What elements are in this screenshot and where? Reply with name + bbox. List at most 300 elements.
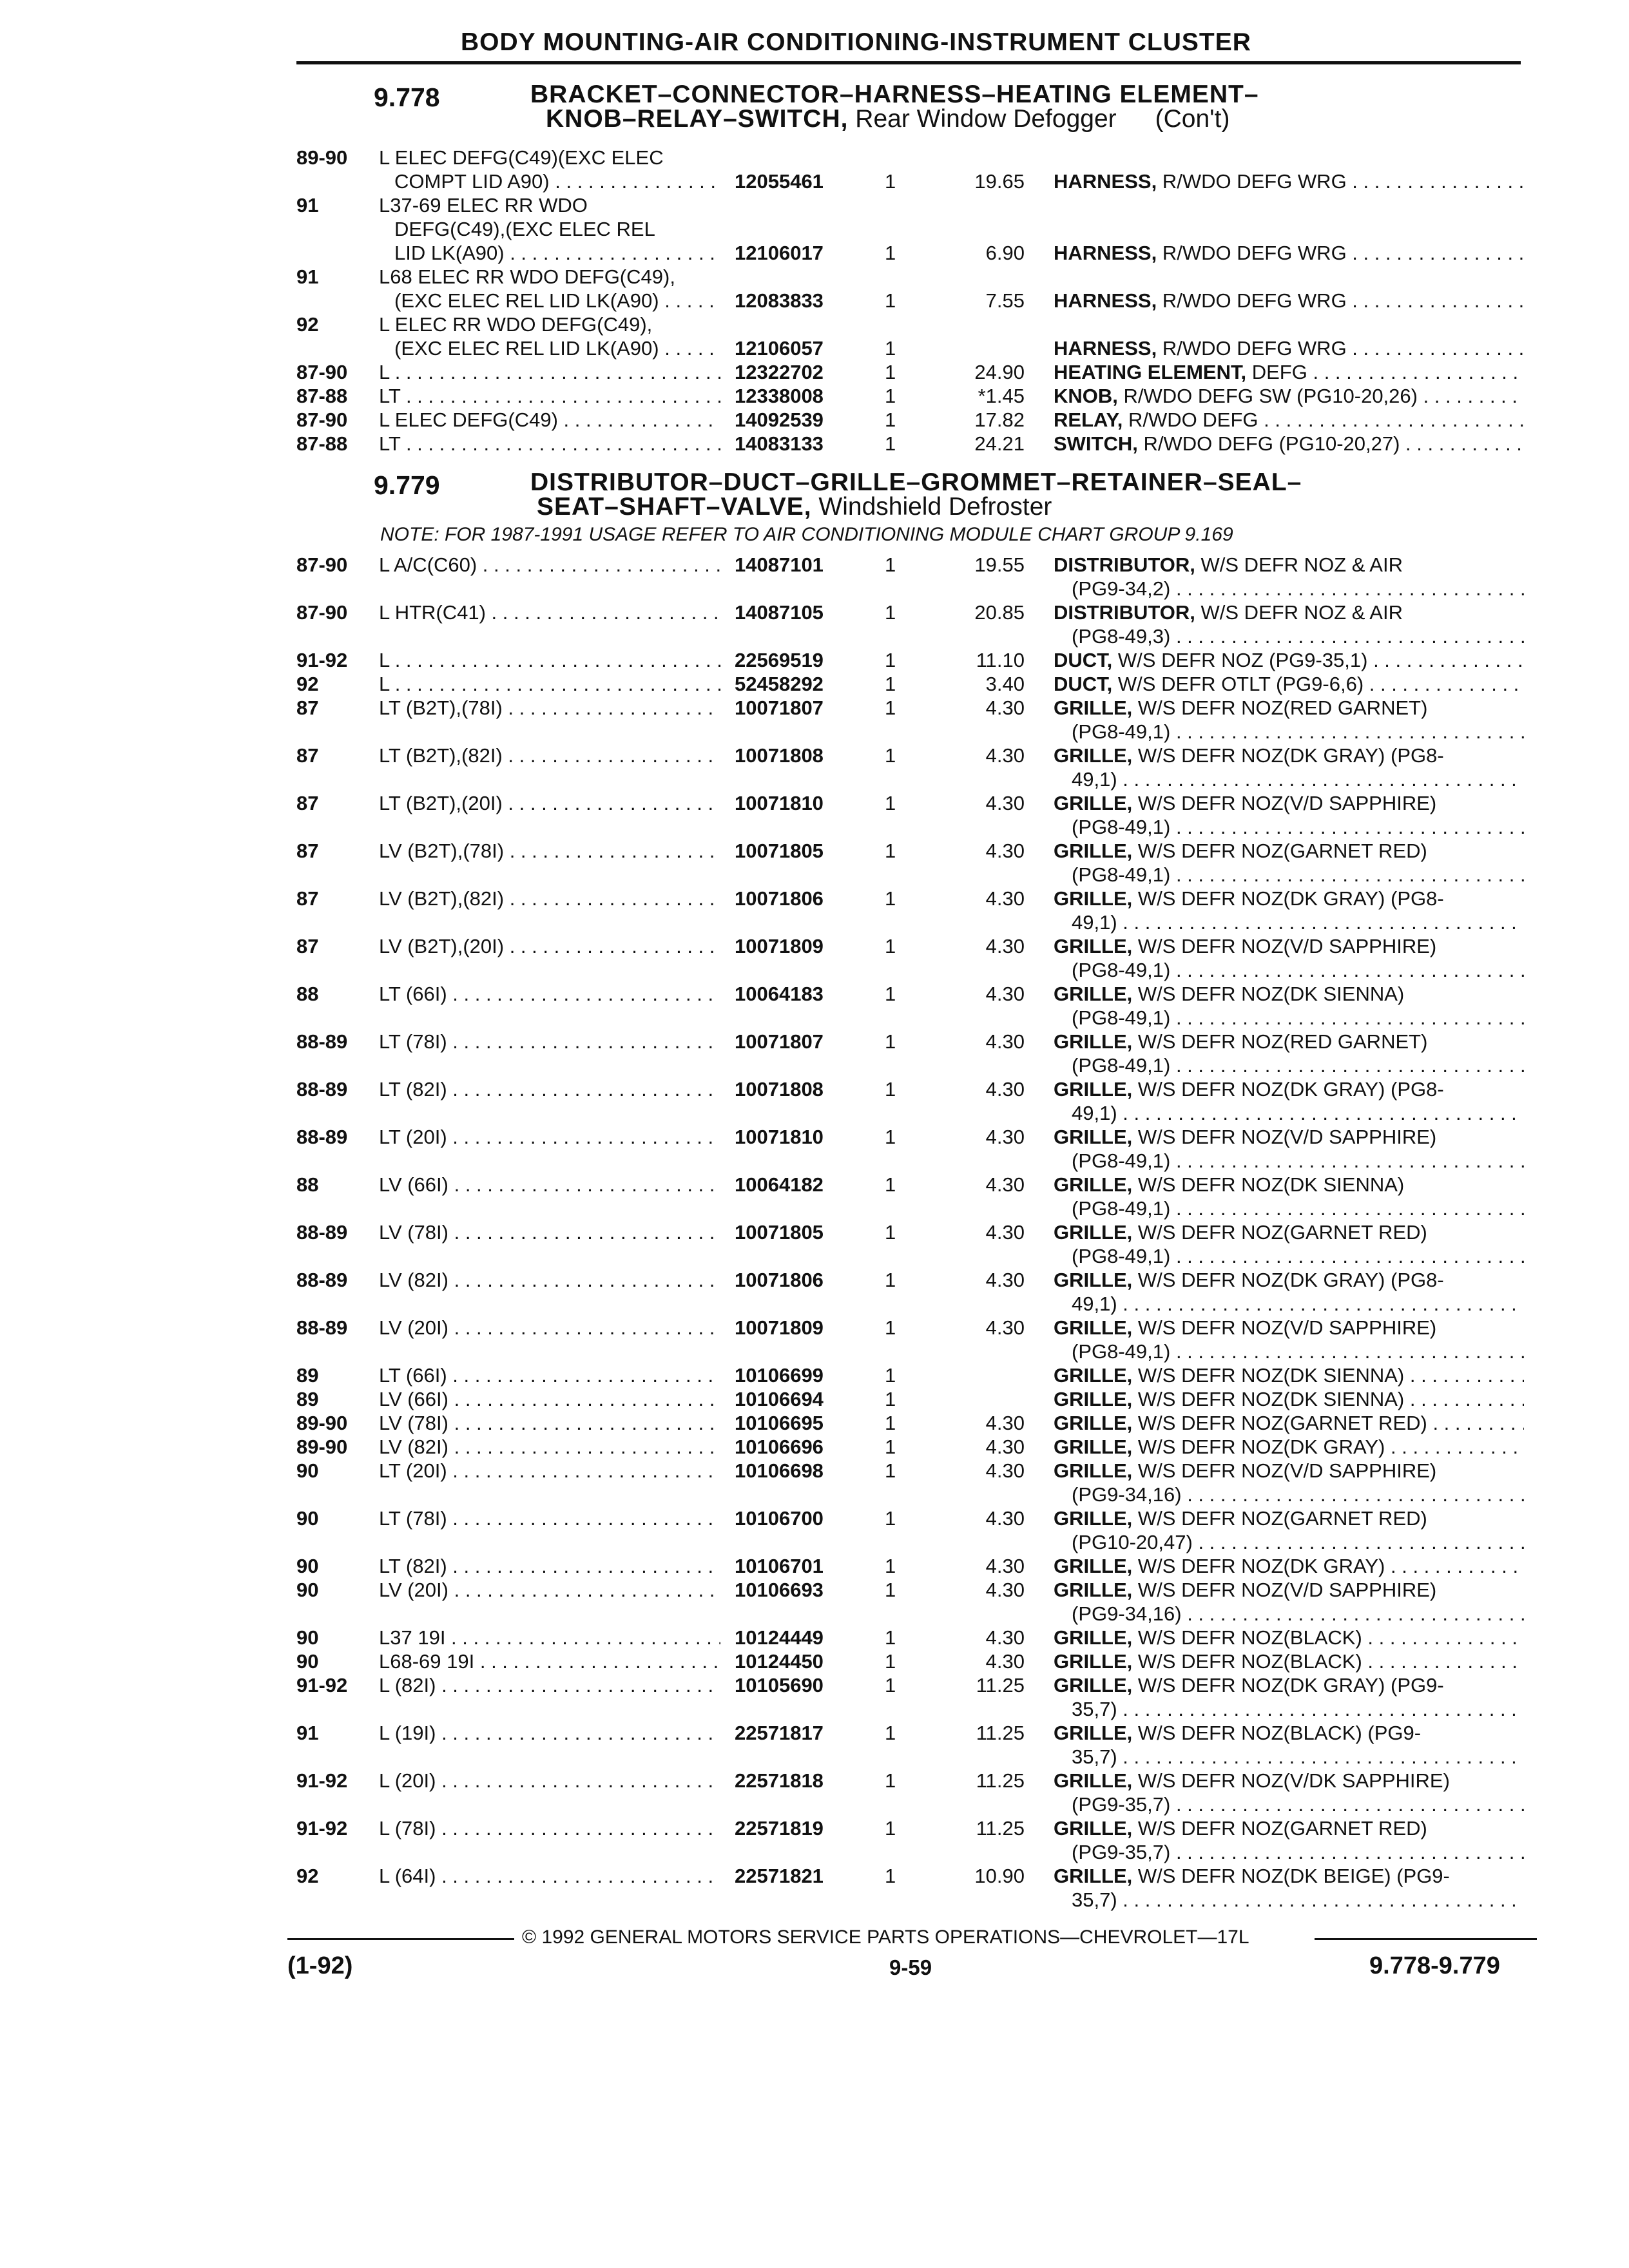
usage-description <box>379 408 720 432</box>
part-name-line: 49,1) . . . <box>1054 1292 1524 1316</box>
usage-line: LID LK(A90) . . . <box>379 241 720 265</box>
price: 4.30 <box>985 792 1025 814</box>
usage-description <box>379 982 720 1006</box>
part-name-line: DUCT, W/S DEFR OTLT (PG9-6,6) . . . <box>1054 672 1524 696</box>
part-number: 10071808 <box>735 1078 824 1100</box>
part-number: 10071810 <box>735 1126 824 1148</box>
usage-description <box>379 696 720 720</box>
usage-description <box>379 744 720 767</box>
part-name <box>1054 169 1524 193</box>
model-years: 92 <box>296 1865 319 1887</box>
part-number: 10124449 <box>735 1626 824 1649</box>
model-years: 89-90 <box>296 1412 348 1434</box>
quantity: 1 <box>885 337 896 360</box>
price: 4.30 <box>985 1173 1025 1196</box>
part-name-noun: HARNESS, <box>1054 170 1157 193</box>
quantity: 1 <box>885 744 896 767</box>
part-number: 12083833 <box>735 289 824 312</box>
part-number: 22569519 <box>735 649 824 671</box>
model-years: 90 <box>296 1579 319 1601</box>
usage-description <box>379 887 720 910</box>
part-name-line: (PG8-49,1) . . . <box>1054 958 1524 982</box>
part-number: 10071809 <box>735 1316 824 1339</box>
part-name-noun: HARNESS, <box>1054 289 1157 312</box>
footer-date: (1-92) <box>287 1952 353 1979</box>
part-name-line: GRILLE, W/S DEFR NOZ(GARNET RED) <box>1054 1221 1427 1244</box>
part-name <box>1054 791 1524 839</box>
part-name <box>1054 1554 1524 1578</box>
part-name-line: GRILLE, W/S DEFR NOZ(RED GARNET) <box>1054 1030 1428 1053</box>
section-title-line2-rest: Windshield Defroster <box>811 493 1052 521</box>
model-years: 91-92 <box>296 1769 348 1792</box>
part-name-line: GRILLE, W/S DEFR NOZ(V/D SAPPHIRE) <box>1054 792 1437 814</box>
price: *1.45 <box>978 385 1025 407</box>
quantity: 1 <box>885 1269 896 1291</box>
part-name-noun: GRILLE, <box>1054 983 1133 1005</box>
part-name <box>1054 360 1524 384</box>
part-name-line: (PG8-49,1) . . . <box>1054 720 1524 744</box>
usage-description <box>379 1649 720 1673</box>
part-name-line: GRILLE, W/S DEFR NOZ(DK GRAY) . . . <box>1054 1435 1524 1459</box>
usage-description <box>379 934 720 958</box>
part-name-line: GRILLE, W/S DEFR NOZ(DK GRAY) (PG8- <box>1054 1269 1444 1291</box>
header-rule <box>296 61 1521 64</box>
part-number: 52458292 <box>735 673 824 695</box>
part-name <box>1054 1769 1524 1816</box>
quantity: 1 <box>885 361 896 383</box>
price: 4.30 <box>985 935 1025 957</box>
part-name-line: GRILLE, W/S DEFR NOZ(DK GRAY) (PG9- <box>1054 1674 1444 1696</box>
usage-description <box>379 193 720 265</box>
quantity: 1 <box>885 697 896 719</box>
price: 4.30 <box>985 1555 1025 1577</box>
usage-line: L A/C(C60) . . . <box>379 553 720 577</box>
quantity: 1 <box>885 1078 896 1100</box>
price: 11.25 <box>976 1722 1025 1744</box>
part-name-line: 35,7) . . . <box>1054 1697 1524 1721</box>
part-name-noun: GRILLE, <box>1054 1650 1133 1673</box>
usage-line: L37-69 ELEC RR WDO <box>379 194 588 216</box>
part-name-noun: GRILLE, <box>1054 1126 1133 1148</box>
part-name-line: GRILLE, W/S DEFR NOZ(RED GARNET) <box>1054 697 1428 719</box>
quantity: 1 <box>885 1173 896 1196</box>
part-name <box>1054 1030 1524 1077</box>
part-name-noun: GRILLE, <box>1054 1674 1133 1696</box>
model-years: 92 <box>296 673 319 695</box>
part-name <box>1054 408 1524 432</box>
part-name <box>1054 1077 1524 1125</box>
model-years: 87-90 <box>296 408 348 431</box>
part-name-line: KNOB, R/WDO DEFG SW (PG10-20,26) . . . <box>1054 384 1524 408</box>
part-name <box>1054 696 1524 744</box>
price: 24.90 <box>974 361 1025 383</box>
part-name-line: GRILLE, W/S DEFR NOZ(V/D SAPPHIRE) <box>1054 1126 1437 1148</box>
part-name-line: (PG8-49,1) . . . <box>1054 815 1524 839</box>
price: 4.30 <box>985 744 1025 767</box>
usage-line: L68 ELEC RR WDO DEFG(C49), <box>379 265 675 288</box>
quantity: 1 <box>885 1817 896 1840</box>
price: 4.30 <box>985 1436 1025 1458</box>
part-name <box>1054 1268 1524 1316</box>
model-years: 91 <box>296 194 319 216</box>
part-name-noun: HARNESS, <box>1054 337 1157 360</box>
part-name <box>1054 648 1524 672</box>
usage-description <box>379 1316 720 1340</box>
usage-line: LT (B2T),(82I) . . . <box>379 744 720 767</box>
usage-line: LT (66I) . . . <box>379 1363 720 1387</box>
part-number: 10106695 <box>735 1412 824 1434</box>
part-number: 14083133 <box>735 432 824 455</box>
quantity: 1 <box>885 1316 896 1339</box>
usage-line: LT (20I) . . . <box>379 1459 720 1483</box>
usage-line: LV (66I) . . . <box>379 1387 720 1411</box>
footer-copyright: © 1992 GENERAL MOTORS SERVICE PARTS OPERATIONS—CHEVROLET—17L <box>522 1927 1249 1948</box>
usage-line: L (78I) . . . <box>379 1816 720 1840</box>
part-name-line: (PG9-34,16) . . . <box>1054 1483 1524 1506</box>
part-name <box>1054 1721 1524 1769</box>
part-number: 10105690 <box>735 1674 824 1696</box>
part-name-line: GRILLE, W/S DEFR NOZ(BLACK) . . . <box>1054 1649 1524 1673</box>
model-years: 88 <box>296 983 319 1005</box>
model-years: 88-89 <box>296 1126 348 1148</box>
part-name-line: GRILLE, W/S DEFR NOZ(DK SIENNA) <box>1054 983 1405 1005</box>
usage-line: L (19I) . . . <box>379 1721 720 1745</box>
usage-description <box>379 1864 720 1888</box>
usage-line: LT (20I) . . . <box>379 1125 720 1149</box>
part-number: 10071806 <box>735 887 824 910</box>
part-name-noun: GRILLE, <box>1054 1269 1133 1291</box>
part-name-noun: GRILLE, <box>1054 1817 1133 1840</box>
usage-line: LT (B2T),(20I) . . . <box>379 791 720 815</box>
part-name <box>1054 1125 1524 1173</box>
part-number: 10106699 <box>735 1364 824 1387</box>
part-name-line: (PG8-49,3) . . . <box>1054 624 1524 648</box>
model-years: 90 <box>296 1507 319 1530</box>
model-years: 88-89 <box>296 1316 348 1339</box>
price: 6.90 <box>985 242 1025 264</box>
part-name <box>1054 553 1524 601</box>
part-name-line: GRILLE, W/S DEFR NOZ(GARNET RED) . . . <box>1054 1411 1524 1435</box>
usage-description <box>379 1769 720 1792</box>
usage-line: L68-69 19I . . . <box>379 1649 720 1673</box>
part-name-noun: DUCT, <box>1054 673 1113 695</box>
price: 4.30 <box>985 1221 1025 1244</box>
section-title-line2-bold: SEAT–SHAFT–VALVE, <box>537 493 812 521</box>
usage-description <box>379 1387 720 1411</box>
model-years: 87-90 <box>296 361 348 383</box>
quantity: 1 <box>885 1388 896 1410</box>
quantity: 1 <box>885 1126 896 1148</box>
quantity: 1 <box>885 887 896 910</box>
price: 4.30 <box>985 840 1025 862</box>
price: 10.90 <box>974 1865 1025 1887</box>
usage-line: L . . . <box>379 648 720 672</box>
usage-line: L (20I) . . . <box>379 1769 720 1792</box>
part-name-noun: GRILLE, <box>1054 697 1133 719</box>
price: 4.30 <box>985 1507 1025 1530</box>
model-years: 91 <box>296 1722 319 1744</box>
part-name <box>1054 982 1524 1030</box>
part-name-line: SWITCH, R/WDO DEFG (PG10-20,27) . . . <box>1054 432 1524 456</box>
part-name-line: (PG9-34,16) . . . <box>1054 1602 1524 1626</box>
part-name-noun: GRILLE, <box>1054 1626 1133 1649</box>
part-number: 10106701 <box>735 1555 824 1577</box>
part-name-noun: GRILLE, <box>1054 1412 1133 1434</box>
quantity: 1 <box>885 1412 896 1434</box>
quantity: 1 <box>885 792 896 814</box>
part-number: 10071808 <box>735 744 824 767</box>
part-name-noun: GRILLE, <box>1054 1173 1133 1196</box>
part-name <box>1054 1649 1524 1673</box>
part-name-line: GRILLE, W/S DEFR NOZ(DK SIENNA) <box>1054 1173 1405 1196</box>
part-name <box>1054 1316 1524 1363</box>
part-name-line: (PG8-49,1) . . . <box>1054 1006 1524 1030</box>
part-name-line: DISTRIBUTOR, W/S DEFR NOZ & AIR <box>1054 601 1403 624</box>
model-years: 88-89 <box>296 1078 348 1100</box>
part-name <box>1054 887 1524 934</box>
section-number: 9.779 <box>374 470 440 500</box>
part-name-line: 49,1) . . . <box>1054 767 1524 791</box>
part-name-noun: GRILLE, <box>1054 744 1133 767</box>
part-name-line: GRILLE, W/S DEFR NOZ(BLACK) (PG9- <box>1054 1722 1422 1744</box>
model-years: 91-92 <box>296 1817 348 1840</box>
quantity: 1 <box>885 1459 896 1482</box>
part-name-line: HEATING ELEMENT, DEFG . . . <box>1054 360 1524 384</box>
part-name-line: (PG8-49,1) . . . <box>1054 1149 1524 1173</box>
part-name-line: GRILLE, W/S DEFR NOZ(V/D SAPPHIRE) <box>1054 1459 1437 1482</box>
section-title-cont: (Con't) <box>1155 105 1230 133</box>
model-years: 89 <box>296 1388 319 1410</box>
usage-description <box>379 384 720 408</box>
quantity: 1 <box>885 1650 896 1673</box>
part-name <box>1054 1506 1524 1554</box>
price: 7.55 <box>985 289 1025 312</box>
usage-line: LV (B2T),(20I) . . . <box>379 934 720 958</box>
part-name-noun: GRILLE, <box>1054 935 1133 957</box>
quantity: 1 <box>885 1674 896 1696</box>
quantity: 1 <box>885 242 896 264</box>
part-number: 22571819 <box>735 1817 824 1840</box>
usage-line: L . . . <box>379 672 720 696</box>
usage-description <box>379 1173 720 1196</box>
part-name-noun: DISTRIBUTOR, <box>1054 553 1195 576</box>
part-name-line: GRILLE, W/S DEFR NOZ(DK SIENNA) . . . <box>1054 1387 1524 1411</box>
usage-description <box>379 1411 720 1435</box>
usage-line: L (82I) . . . <box>379 1673 720 1697</box>
part-number: 12055461 <box>735 170 824 193</box>
quantity: 1 <box>885 649 896 671</box>
part-name-line: 35,7) . . . <box>1054 1745 1524 1769</box>
part-number: 10071809 <box>735 935 824 957</box>
quantity: 1 <box>885 983 896 1005</box>
usage-line: DEFG(C49),(EXC ELEC REL <box>394 218 655 240</box>
part-name <box>1054 1459 1524 1506</box>
usage-description <box>379 146 720 193</box>
usage-line: L ELEC RR WDO DEFG(C49), <box>379 313 653 336</box>
part-name-noun: HEATING ELEMENT, <box>1054 361 1247 383</box>
part-name-noun: GRILLE, <box>1054 1078 1133 1100</box>
quantity: 1 <box>885 1555 896 1577</box>
part-name-line: GRILLE, W/S DEFR NOZ(DK GRAY) (PG8- <box>1054 887 1444 910</box>
part-name-noun: GRILLE, <box>1054 1436 1133 1458</box>
part-name-noun: GRILLE, <box>1054 1865 1133 1887</box>
quantity: 1 <box>885 1865 896 1887</box>
model-years: 88 <box>296 1173 319 1196</box>
usage-line: L ELEC DEFG(C49) . . . <box>379 408 720 432</box>
price: 4.30 <box>985 983 1025 1005</box>
part-name-line: GRILLE, W/S DEFR NOZ(V/D SAPPHIRE) <box>1054 1316 1437 1339</box>
part-name-noun: GRILLE, <box>1054 1221 1133 1244</box>
model-years: 91-92 <box>296 1674 348 1696</box>
quantity: 1 <box>885 553 896 576</box>
part-name-noun: DISTRIBUTOR, <box>1054 601 1195 624</box>
usage-line: LV (20I) . . . <box>379 1316 720 1340</box>
price: 19.65 <box>974 170 1025 193</box>
part-number: 10106698 <box>735 1459 824 1482</box>
usage-description <box>379 1363 720 1387</box>
part-name-line: GRILLE, W/S DEFR NOZ(GARNET RED) <box>1054 840 1427 862</box>
section-title-line1: DISTRIBUTOR–DUCT–GRILLE–GROMMET–RETAINER–SEAL– <box>530 468 1302 496</box>
usage-description <box>379 312 720 360</box>
part-number: 10064182 <box>735 1173 824 1196</box>
quantity: 1 <box>885 840 896 862</box>
usage-line: LV (66I) . . . <box>379 1173 720 1196</box>
usage-line: LT (66I) . . . <box>379 982 720 1006</box>
part-number: 14092539 <box>735 408 824 431</box>
part-number: 10071805 <box>735 1221 824 1244</box>
model-years: 87 <box>296 840 319 862</box>
part-name-noun: GRILLE, <box>1054 1364 1133 1387</box>
part-number: 10064183 <box>735 983 824 1005</box>
usage-line: LV (82I) . . . <box>379 1268 720 1292</box>
part-name-line: GRILLE, W/S DEFR NOZ(DK GRAY) . . . <box>1054 1554 1524 1578</box>
part-name-noun: GRILLE, <box>1054 840 1133 862</box>
quantity: 1 <box>885 170 896 193</box>
model-years: 90 <box>296 1626 319 1649</box>
part-name-line: GRILLE, W/S DEFR NOZ(BLACK) . . . <box>1054 1626 1524 1649</box>
price: 3.40 <box>985 673 1025 695</box>
part-name-line: (PG8-49,1) . . . <box>1054 1196 1524 1220</box>
part-number: 10071807 <box>735 1030 824 1053</box>
part-name-line: 49,1) . . . <box>1054 1101 1524 1125</box>
part-name <box>1054 241 1524 265</box>
price: 4.30 <box>985 1126 1025 1148</box>
usage-line: L . . . <box>379 360 720 384</box>
quantity: 1 <box>885 1030 896 1053</box>
part-name-noun: GRILLE, <box>1054 1555 1133 1577</box>
model-years: 88-89 <box>296 1030 348 1053</box>
part-name <box>1054 1435 1524 1459</box>
quantity: 1 <box>885 1436 896 1458</box>
usage-description <box>379 1125 720 1149</box>
part-number: 22571821 <box>735 1865 824 1887</box>
price: 4.30 <box>985 1579 1025 1601</box>
quantity: 1 <box>885 1626 896 1649</box>
footer-rule-right <box>1315 1938 1537 1940</box>
footer-section-range: 9.778-9.779 <box>1369 1952 1500 1979</box>
usage-description <box>379 791 720 815</box>
part-name-line: (PG9-35,7) . . . <box>1054 1840 1524 1864</box>
page-header: BODY MOUNTING-AIR CONDITIONING-INSTRUMENT CLUSTER <box>461 28 1251 56</box>
model-years: 90 <box>296 1459 319 1482</box>
usage-description <box>379 1220 720 1244</box>
part-name <box>1054 289 1524 312</box>
price: 19.55 <box>974 553 1025 576</box>
usage-description <box>379 1435 720 1459</box>
price: 20.85 <box>974 601 1025 624</box>
usage-line: (EXC ELEC REL LID LK(A90) . . . <box>379 336 720 360</box>
usage-line: L HTR(C41) . . . <box>379 601 720 624</box>
usage-description <box>379 1506 720 1530</box>
part-number: 12338008 <box>735 385 824 407</box>
section-title <box>530 82 1259 131</box>
part-name <box>1054 1864 1524 1912</box>
part-name-line: HARNESS, R/WDO DEFG WRG . . . <box>1054 289 1524 312</box>
model-years: 87-90 <box>296 553 348 576</box>
model-years: 92 <box>296 313 319 336</box>
usage-description <box>379 1721 720 1745</box>
part-name-line: 35,7) . . . <box>1054 1888 1524 1912</box>
part-name-line: (PG9-34,2) . . . <box>1054 577 1524 601</box>
quantity: 1 <box>885 673 896 695</box>
model-years: 91 <box>296 265 319 288</box>
part-name-noun: GRILLE, <box>1054 1769 1133 1792</box>
part-number: 10106696 <box>735 1436 824 1458</box>
part-name <box>1054 336 1524 360</box>
usage-line: LV (B2T),(78I) . . . <box>379 839 720 863</box>
usage-line: LT . . . <box>379 384 720 408</box>
part-name-line: (PG8-49,1) . . . <box>1054 1053 1524 1077</box>
usage-description <box>379 839 720 863</box>
quantity: 1 <box>885 1221 896 1244</box>
usage-description <box>379 1030 720 1053</box>
part-name-line: GRILLE, W/S DEFR NOZ(DK GRAY) (PG8- <box>1054 744 1444 767</box>
quantity: 1 <box>885 1579 896 1601</box>
model-years: 87-88 <box>296 432 348 455</box>
part-name-noun: RELAY, <box>1054 408 1123 431</box>
part-number: 12322702 <box>735 361 824 383</box>
part-number: 10106700 <box>735 1507 824 1530</box>
part-name-line: DISTRIBUTOR, W/S DEFR NOZ & AIR <box>1054 553 1403 576</box>
price: 11.25 <box>976 1674 1025 1696</box>
model-years: 87-88 <box>296 385 348 407</box>
quantity: 1 <box>885 935 896 957</box>
part-name-line: GRILLE, W/S DEFR NOZ(V/DK SAPPHIRE) <box>1054 1769 1450 1792</box>
price: 4.30 <box>985 887 1025 910</box>
part-name <box>1054 1816 1524 1864</box>
usage-line: LV (78I) . . . <box>379 1411 720 1435</box>
model-years: 88-89 <box>296 1269 348 1291</box>
model-years: 89-90 <box>296 146 348 169</box>
part-number: 10124450 <box>735 1650 824 1673</box>
usage-description <box>379 1077 720 1101</box>
usage-line: L ELEC DEFG(C49)(EXC ELEC <box>379 146 664 169</box>
part-name-line: GRILLE, W/S DEFR NOZ(GARNET RED) <box>1054 1507 1427 1530</box>
part-name-line: GRILLE, W/S DEFR NOZ(DK SIENNA) . . . <box>1054 1363 1524 1387</box>
price: 11.10 <box>976 649 1025 671</box>
model-years: 90 <box>296 1650 319 1673</box>
part-name-line: (PG8-49,1) . . . <box>1054 1340 1524 1363</box>
model-years: 88-89 <box>296 1221 348 1244</box>
model-years: 87 <box>296 792 319 814</box>
part-name <box>1054 934 1524 982</box>
quantity: 1 <box>885 1364 896 1387</box>
usage-description <box>379 601 720 624</box>
part-name-noun: HARNESS, <box>1054 242 1157 264</box>
part-name-noun: GRILLE, <box>1054 1459 1133 1482</box>
part-name <box>1054 1411 1524 1435</box>
price: 4.30 <box>985 1030 1025 1053</box>
